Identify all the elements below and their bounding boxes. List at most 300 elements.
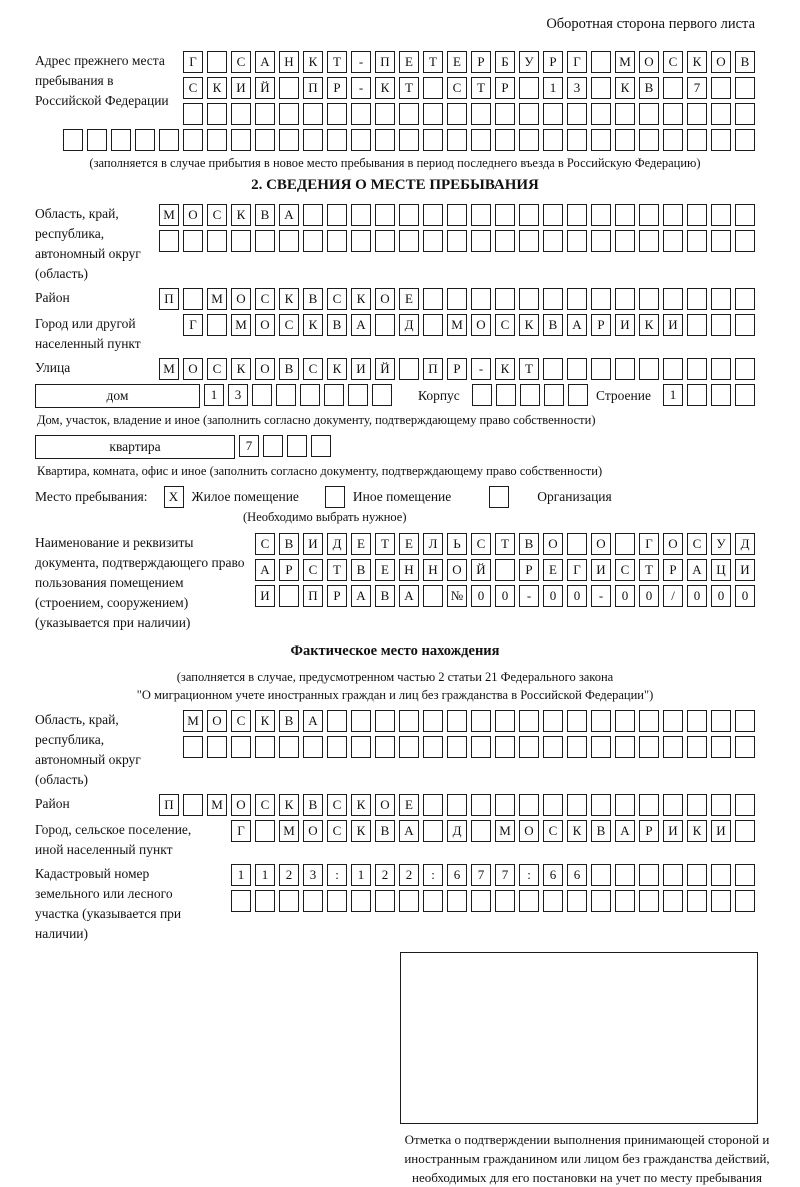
char-cell[interactable]: [711, 794, 731, 816]
char-cell[interactable]: [207, 103, 227, 125]
char-cell[interactable]: [687, 103, 707, 125]
char-cell[interactable]: [255, 736, 275, 758]
char-cell[interactable]: [519, 710, 539, 732]
char-cell[interactable]: [447, 103, 467, 125]
char-cell[interactable]: [159, 129, 179, 151]
char-cell[interactable]: 1: [543, 77, 563, 99]
char-cell[interactable]: [687, 710, 707, 732]
char-cell[interactable]: [639, 230, 659, 252]
char-cell[interactable]: А: [303, 710, 323, 732]
char-cell[interactable]: [663, 103, 683, 125]
char-cell[interactable]: С: [327, 820, 347, 842]
char-cell[interactable]: В: [519, 533, 539, 555]
char-cell[interactable]: [711, 204, 731, 226]
char-cell[interactable]: [615, 710, 635, 732]
char-cell[interactable]: [303, 230, 323, 252]
char-cell[interactable]: П: [303, 585, 323, 607]
char-cell[interactable]: :: [423, 864, 443, 886]
char-cell[interactable]: [279, 129, 299, 151]
char-cell[interactable]: Д: [399, 314, 419, 336]
char-cell[interactable]: О: [183, 358, 203, 380]
char-cell[interactable]: [615, 204, 635, 226]
char-cell[interactable]: [263, 435, 283, 457]
char-cell[interactable]: [711, 890, 731, 912]
char-cell[interactable]: [735, 710, 755, 732]
char-cell[interactable]: С: [303, 358, 323, 380]
char-cell[interactable]: [495, 288, 515, 310]
char-cell[interactable]: [495, 794, 515, 816]
char-cell[interactable]: П: [159, 288, 179, 310]
char-cell[interactable]: К: [639, 314, 659, 336]
char-cell[interactable]: [567, 103, 587, 125]
char-cell[interactable]: [711, 736, 731, 758]
char-cell[interactable]: 2: [375, 864, 395, 886]
char-cell[interactable]: [567, 204, 587, 226]
char-cell[interactable]: 1: [351, 864, 371, 886]
char-cell[interactable]: [639, 890, 659, 912]
char-cell[interactable]: [519, 794, 539, 816]
char-cell[interactable]: [423, 585, 443, 607]
char-cell[interactable]: [471, 204, 491, 226]
char-cell[interactable]: О: [231, 288, 251, 310]
char-cell[interactable]: [447, 230, 467, 252]
char-cell[interactable]: Р: [279, 559, 299, 581]
char-cell[interactable]: К: [519, 314, 539, 336]
char-cell[interactable]: В: [375, 820, 395, 842]
char-cell[interactable]: И: [735, 559, 755, 581]
checkbox-inoe[interactable]: [325, 486, 345, 508]
char-cell[interactable]: [567, 288, 587, 310]
char-cell[interactable]: -: [471, 358, 491, 380]
char-cell[interactable]: [591, 736, 611, 758]
char-cell[interactable]: [287, 435, 307, 457]
char-cell[interactable]: [663, 129, 683, 151]
char-cell[interactable]: [255, 103, 275, 125]
char-cell[interactable]: [543, 288, 563, 310]
char-cell[interactable]: [639, 710, 659, 732]
char-cell[interactable]: [687, 314, 707, 336]
char-cell[interactable]: К: [687, 820, 707, 842]
char-cell[interactable]: [711, 230, 731, 252]
char-cell[interactable]: С: [447, 77, 467, 99]
char-cell[interactable]: [375, 230, 395, 252]
char-cell[interactable]: [639, 864, 659, 886]
char-cell[interactable]: [687, 204, 707, 226]
char-cell[interactable]: 6: [567, 864, 587, 886]
char-cell[interactable]: У: [711, 533, 731, 555]
char-cell[interactable]: [639, 794, 659, 816]
char-cell[interactable]: В: [375, 585, 395, 607]
char-cell[interactable]: [135, 129, 155, 151]
char-cell[interactable]: [591, 51, 611, 73]
char-cell[interactable]: Г: [639, 533, 659, 555]
char-cell[interactable]: В: [351, 559, 371, 581]
char-cell[interactable]: К: [255, 710, 275, 732]
char-cell[interactable]: 0: [735, 585, 755, 607]
char-cell[interactable]: Й: [375, 358, 395, 380]
char-cell[interactable]: У: [519, 51, 539, 73]
char-cell[interactable]: [496, 384, 516, 406]
char-cell[interactable]: Д: [735, 533, 755, 555]
char-cell[interactable]: [711, 288, 731, 310]
char-cell[interactable]: 0: [543, 585, 563, 607]
char-cell[interactable]: Е: [447, 51, 467, 73]
char-cell[interactable]: [687, 736, 707, 758]
char-cell[interactable]: С: [231, 710, 251, 732]
char-cell[interactable]: О: [375, 288, 395, 310]
char-cell[interactable]: [471, 103, 491, 125]
char-cell[interactable]: [687, 890, 707, 912]
char-cell[interactable]: [567, 129, 587, 151]
char-cell[interactable]: О: [231, 794, 251, 816]
char-cell[interactable]: С: [231, 51, 251, 73]
char-cell[interactable]: С: [255, 288, 275, 310]
char-cell[interactable]: [495, 736, 515, 758]
char-cell[interactable]: [735, 864, 755, 886]
char-cell[interactable]: [207, 129, 227, 151]
char-cell[interactable]: Р: [591, 314, 611, 336]
char-cell[interactable]: [615, 794, 635, 816]
char-cell[interactable]: Б: [495, 51, 515, 73]
char-cell[interactable]: М: [207, 288, 227, 310]
char-cell[interactable]: [279, 736, 299, 758]
char-cell[interactable]: [399, 204, 419, 226]
char-cell[interactable]: О: [207, 710, 227, 732]
char-cell[interactable]: [568, 384, 588, 406]
char-cell[interactable]: [591, 288, 611, 310]
char-cell[interactable]: [495, 129, 515, 151]
char-cell[interactable]: К: [279, 794, 299, 816]
char-cell[interactable]: [423, 736, 443, 758]
char-cell[interactable]: [87, 129, 107, 151]
char-cell[interactable]: С: [183, 77, 203, 99]
char-cell[interactable]: И: [303, 533, 323, 555]
char-cell[interactable]: 0: [639, 585, 659, 607]
char-cell[interactable]: [471, 736, 491, 758]
char-cell[interactable]: [231, 129, 251, 151]
char-cell[interactable]: 7: [687, 77, 707, 99]
char-cell[interactable]: [183, 736, 203, 758]
char-cell[interactable]: 2: [399, 864, 419, 886]
char-cell[interactable]: [735, 794, 755, 816]
char-cell[interactable]: [495, 204, 515, 226]
char-cell[interactable]: [591, 129, 611, 151]
char-cell[interactable]: [255, 129, 275, 151]
char-cell[interactable]: [351, 129, 371, 151]
char-cell[interactable]: [495, 103, 515, 125]
char-cell[interactable]: К: [231, 204, 251, 226]
char-cell[interactable]: В: [279, 533, 299, 555]
char-cell[interactable]: [615, 288, 635, 310]
char-cell[interactable]: А: [351, 314, 371, 336]
char-cell[interactable]: [615, 103, 635, 125]
char-cell[interactable]: М: [183, 710, 203, 732]
char-cell[interactable]: [543, 736, 563, 758]
char-cell[interactable]: [423, 230, 443, 252]
char-cell[interactable]: [351, 230, 371, 252]
char-cell[interactable]: [520, 384, 540, 406]
char-cell[interactable]: [711, 384, 731, 406]
char-cell[interactable]: О: [519, 820, 539, 842]
char-cell[interactable]: [375, 314, 395, 336]
char-cell[interactable]: Р: [519, 559, 539, 581]
char-cell[interactable]: О: [663, 533, 683, 555]
char-cell[interactable]: [447, 288, 467, 310]
char-cell[interactable]: [423, 314, 443, 336]
char-cell[interactable]: [543, 204, 563, 226]
char-cell[interactable]: [711, 103, 731, 125]
char-cell[interactable]: О: [471, 314, 491, 336]
char-cell[interactable]: [615, 533, 635, 555]
char-cell[interactable]: /: [663, 585, 683, 607]
char-cell[interactable]: С: [687, 533, 707, 555]
char-cell[interactable]: П: [423, 358, 443, 380]
char-cell[interactable]: 7: [239, 435, 259, 457]
char-cell[interactable]: [399, 710, 419, 732]
char-cell[interactable]: [447, 204, 467, 226]
char-cell[interactable]: [351, 736, 371, 758]
char-cell[interactable]: С: [543, 820, 563, 842]
char-cell[interactable]: [639, 204, 659, 226]
char-cell[interactable]: Р: [663, 559, 683, 581]
char-cell[interactable]: [207, 51, 227, 73]
char-cell[interactable]: Е: [375, 559, 395, 581]
char-cell[interactable]: [711, 77, 731, 99]
char-cell[interactable]: [327, 710, 347, 732]
char-cell[interactable]: Г: [183, 314, 203, 336]
char-cell[interactable]: [543, 710, 563, 732]
char-cell[interactable]: О: [255, 314, 275, 336]
char-cell[interactable]: В: [303, 288, 323, 310]
char-cell[interactable]: [615, 358, 635, 380]
char-cell[interactable]: Р: [327, 77, 347, 99]
char-cell[interactable]: А: [567, 314, 587, 336]
char-cell[interactable]: [519, 736, 539, 758]
char-cell[interactable]: [375, 103, 395, 125]
char-cell[interactable]: Р: [447, 358, 467, 380]
char-cell[interactable]: [447, 890, 467, 912]
char-cell[interactable]: С: [207, 358, 227, 380]
char-cell[interactable]: [279, 585, 299, 607]
char-cell[interactable]: О: [711, 51, 731, 73]
char-cell[interactable]: [615, 736, 635, 758]
char-cell[interactable]: [375, 710, 395, 732]
char-cell[interactable]: [735, 736, 755, 758]
char-cell[interactable]: 0: [567, 585, 587, 607]
char-cell[interactable]: [663, 864, 683, 886]
char-cell[interactable]: 0: [687, 585, 707, 607]
char-cell[interactable]: 3: [303, 864, 323, 886]
char-cell[interactable]: [399, 129, 419, 151]
char-cell[interactable]: Е: [399, 533, 419, 555]
char-cell[interactable]: [375, 736, 395, 758]
char-cell[interactable]: Й: [471, 559, 491, 581]
char-cell[interactable]: [183, 103, 203, 125]
char-cell[interactable]: 0: [495, 585, 515, 607]
char-cell[interactable]: Н: [399, 559, 419, 581]
char-cell[interactable]: [471, 230, 491, 252]
char-cell[interactable]: [615, 864, 635, 886]
char-cell[interactable]: [255, 230, 275, 252]
char-cell[interactable]: [591, 204, 611, 226]
char-cell[interactable]: М: [615, 51, 635, 73]
char-cell[interactable]: И: [711, 820, 731, 842]
char-cell[interactable]: [543, 358, 563, 380]
char-cell[interactable]: [423, 103, 443, 125]
char-cell[interactable]: [471, 129, 491, 151]
char-cell[interactable]: К: [495, 358, 515, 380]
char-cell[interactable]: 1: [204, 384, 224, 406]
char-cell[interactable]: 0: [471, 585, 491, 607]
char-cell[interactable]: [711, 864, 731, 886]
char-cell[interactable]: [183, 794, 203, 816]
char-cell[interactable]: Г: [567, 559, 587, 581]
char-cell[interactable]: [567, 710, 587, 732]
char-cell[interactable]: [279, 103, 299, 125]
char-cell[interactable]: А: [279, 204, 299, 226]
char-cell[interactable]: Ь: [447, 533, 467, 555]
char-cell[interactable]: Е: [351, 533, 371, 555]
char-cell[interactable]: [735, 77, 755, 99]
char-cell[interactable]: Р: [543, 51, 563, 73]
char-cell[interactable]: С: [207, 204, 227, 226]
char-cell[interactable]: [687, 384, 707, 406]
char-cell[interactable]: [591, 864, 611, 886]
char-cell[interactable]: [543, 129, 563, 151]
char-cell[interactable]: [663, 358, 683, 380]
char-cell[interactable]: [735, 890, 755, 912]
char-cell[interactable]: Н: [423, 559, 443, 581]
char-cell[interactable]: [303, 204, 323, 226]
char-cell[interactable]: К: [615, 77, 635, 99]
char-cell[interactable]: [711, 129, 731, 151]
char-cell[interactable]: [375, 890, 395, 912]
char-cell[interactable]: [471, 288, 491, 310]
char-cell[interactable]: Е: [399, 288, 419, 310]
char-cell[interactable]: С: [303, 559, 323, 581]
char-cell[interactable]: [423, 288, 443, 310]
char-cell[interactable]: Т: [639, 559, 659, 581]
char-cell[interactable]: И: [351, 358, 371, 380]
char-cell[interactable]: 1: [663, 384, 683, 406]
char-cell[interactable]: [183, 230, 203, 252]
char-cell[interactable]: В: [591, 820, 611, 842]
char-cell[interactable]: Т: [423, 51, 443, 73]
char-cell[interactable]: [327, 204, 347, 226]
char-cell[interactable]: К: [351, 288, 371, 310]
char-cell[interactable]: Г: [183, 51, 203, 73]
char-cell[interactable]: С: [471, 533, 491, 555]
char-cell[interactable]: Т: [327, 51, 347, 73]
char-cell[interactable]: [231, 103, 251, 125]
char-cell[interactable]: В: [639, 77, 659, 99]
char-cell[interactable]: П: [159, 794, 179, 816]
char-cell[interactable]: [472, 384, 492, 406]
char-cell[interactable]: [303, 736, 323, 758]
char-cell[interactable]: А: [351, 585, 371, 607]
char-cell[interactable]: К: [231, 358, 251, 380]
char-cell[interactable]: [735, 384, 755, 406]
char-cell[interactable]: С: [327, 288, 347, 310]
char-cell[interactable]: Ц: [711, 559, 731, 581]
char-cell[interactable]: [519, 288, 539, 310]
char-cell[interactable]: [735, 230, 755, 252]
char-cell[interactable]: [663, 288, 683, 310]
char-cell[interactable]: [207, 230, 227, 252]
char-cell[interactable]: В: [735, 51, 755, 73]
char-cell[interactable]: [111, 129, 131, 151]
char-cell[interactable]: [687, 864, 707, 886]
char-cell[interactable]: [348, 384, 368, 406]
char-cell[interactable]: [231, 736, 251, 758]
char-cell[interactable]: О: [639, 51, 659, 73]
char-cell[interactable]: :: [519, 864, 539, 886]
char-cell[interactable]: [351, 103, 371, 125]
char-cell[interactable]: [663, 890, 683, 912]
char-cell[interactable]: О: [255, 358, 275, 380]
char-cell[interactable]: Р: [495, 77, 515, 99]
char-cell[interactable]: [423, 710, 443, 732]
char-cell[interactable]: [252, 384, 272, 406]
char-cell[interactable]: [279, 890, 299, 912]
char-cell[interactable]: [567, 230, 587, 252]
char-cell[interactable]: [423, 794, 443, 816]
char-cell[interactable]: А: [615, 820, 635, 842]
char-cell[interactable]: В: [543, 314, 563, 336]
char-cell[interactable]: [639, 358, 659, 380]
char-cell[interactable]: [591, 890, 611, 912]
char-cell[interactable]: С: [279, 314, 299, 336]
char-cell[interactable]: [711, 314, 731, 336]
char-cell[interactable]: О: [303, 820, 323, 842]
char-cell[interactable]: С: [495, 314, 515, 336]
checkbox-organizatsiya[interactable]: [489, 486, 509, 508]
char-cell[interactable]: Р: [471, 51, 491, 73]
char-cell[interactable]: [372, 384, 392, 406]
char-cell[interactable]: Т: [375, 533, 395, 555]
char-cell[interactable]: [423, 77, 443, 99]
char-cell[interactable]: С: [255, 533, 275, 555]
char-cell[interactable]: И: [663, 820, 683, 842]
char-cell[interactable]: О: [447, 559, 467, 581]
char-cell[interactable]: Д: [447, 820, 467, 842]
char-cell[interactable]: Р: [327, 585, 347, 607]
char-cell[interactable]: Г: [231, 820, 251, 842]
char-cell[interactable]: О: [591, 533, 611, 555]
char-cell[interactable]: [279, 77, 299, 99]
char-cell[interactable]: А: [399, 585, 419, 607]
char-cell[interactable]: [471, 820, 491, 842]
checkbox-zhiloe[interactable]: X: [164, 486, 184, 508]
char-cell[interactable]: М: [495, 820, 515, 842]
char-cell[interactable]: [423, 129, 443, 151]
char-cell[interactable]: 0: [615, 585, 635, 607]
char-cell[interactable]: [663, 710, 683, 732]
char-cell[interactable]: [63, 129, 83, 151]
char-cell[interactable]: -: [591, 585, 611, 607]
char-cell[interactable]: [159, 230, 179, 252]
char-cell[interactable]: [735, 129, 755, 151]
char-cell[interactable]: [375, 204, 395, 226]
char-cell[interactable]: [495, 559, 515, 581]
char-cell[interactable]: [183, 129, 203, 151]
char-cell[interactable]: К: [207, 77, 227, 99]
char-cell[interactable]: [663, 230, 683, 252]
char-cell[interactable]: [615, 890, 635, 912]
char-cell[interactable]: [375, 129, 395, 151]
char-cell[interactable]: Т: [471, 77, 491, 99]
char-cell[interactable]: [687, 129, 707, 151]
